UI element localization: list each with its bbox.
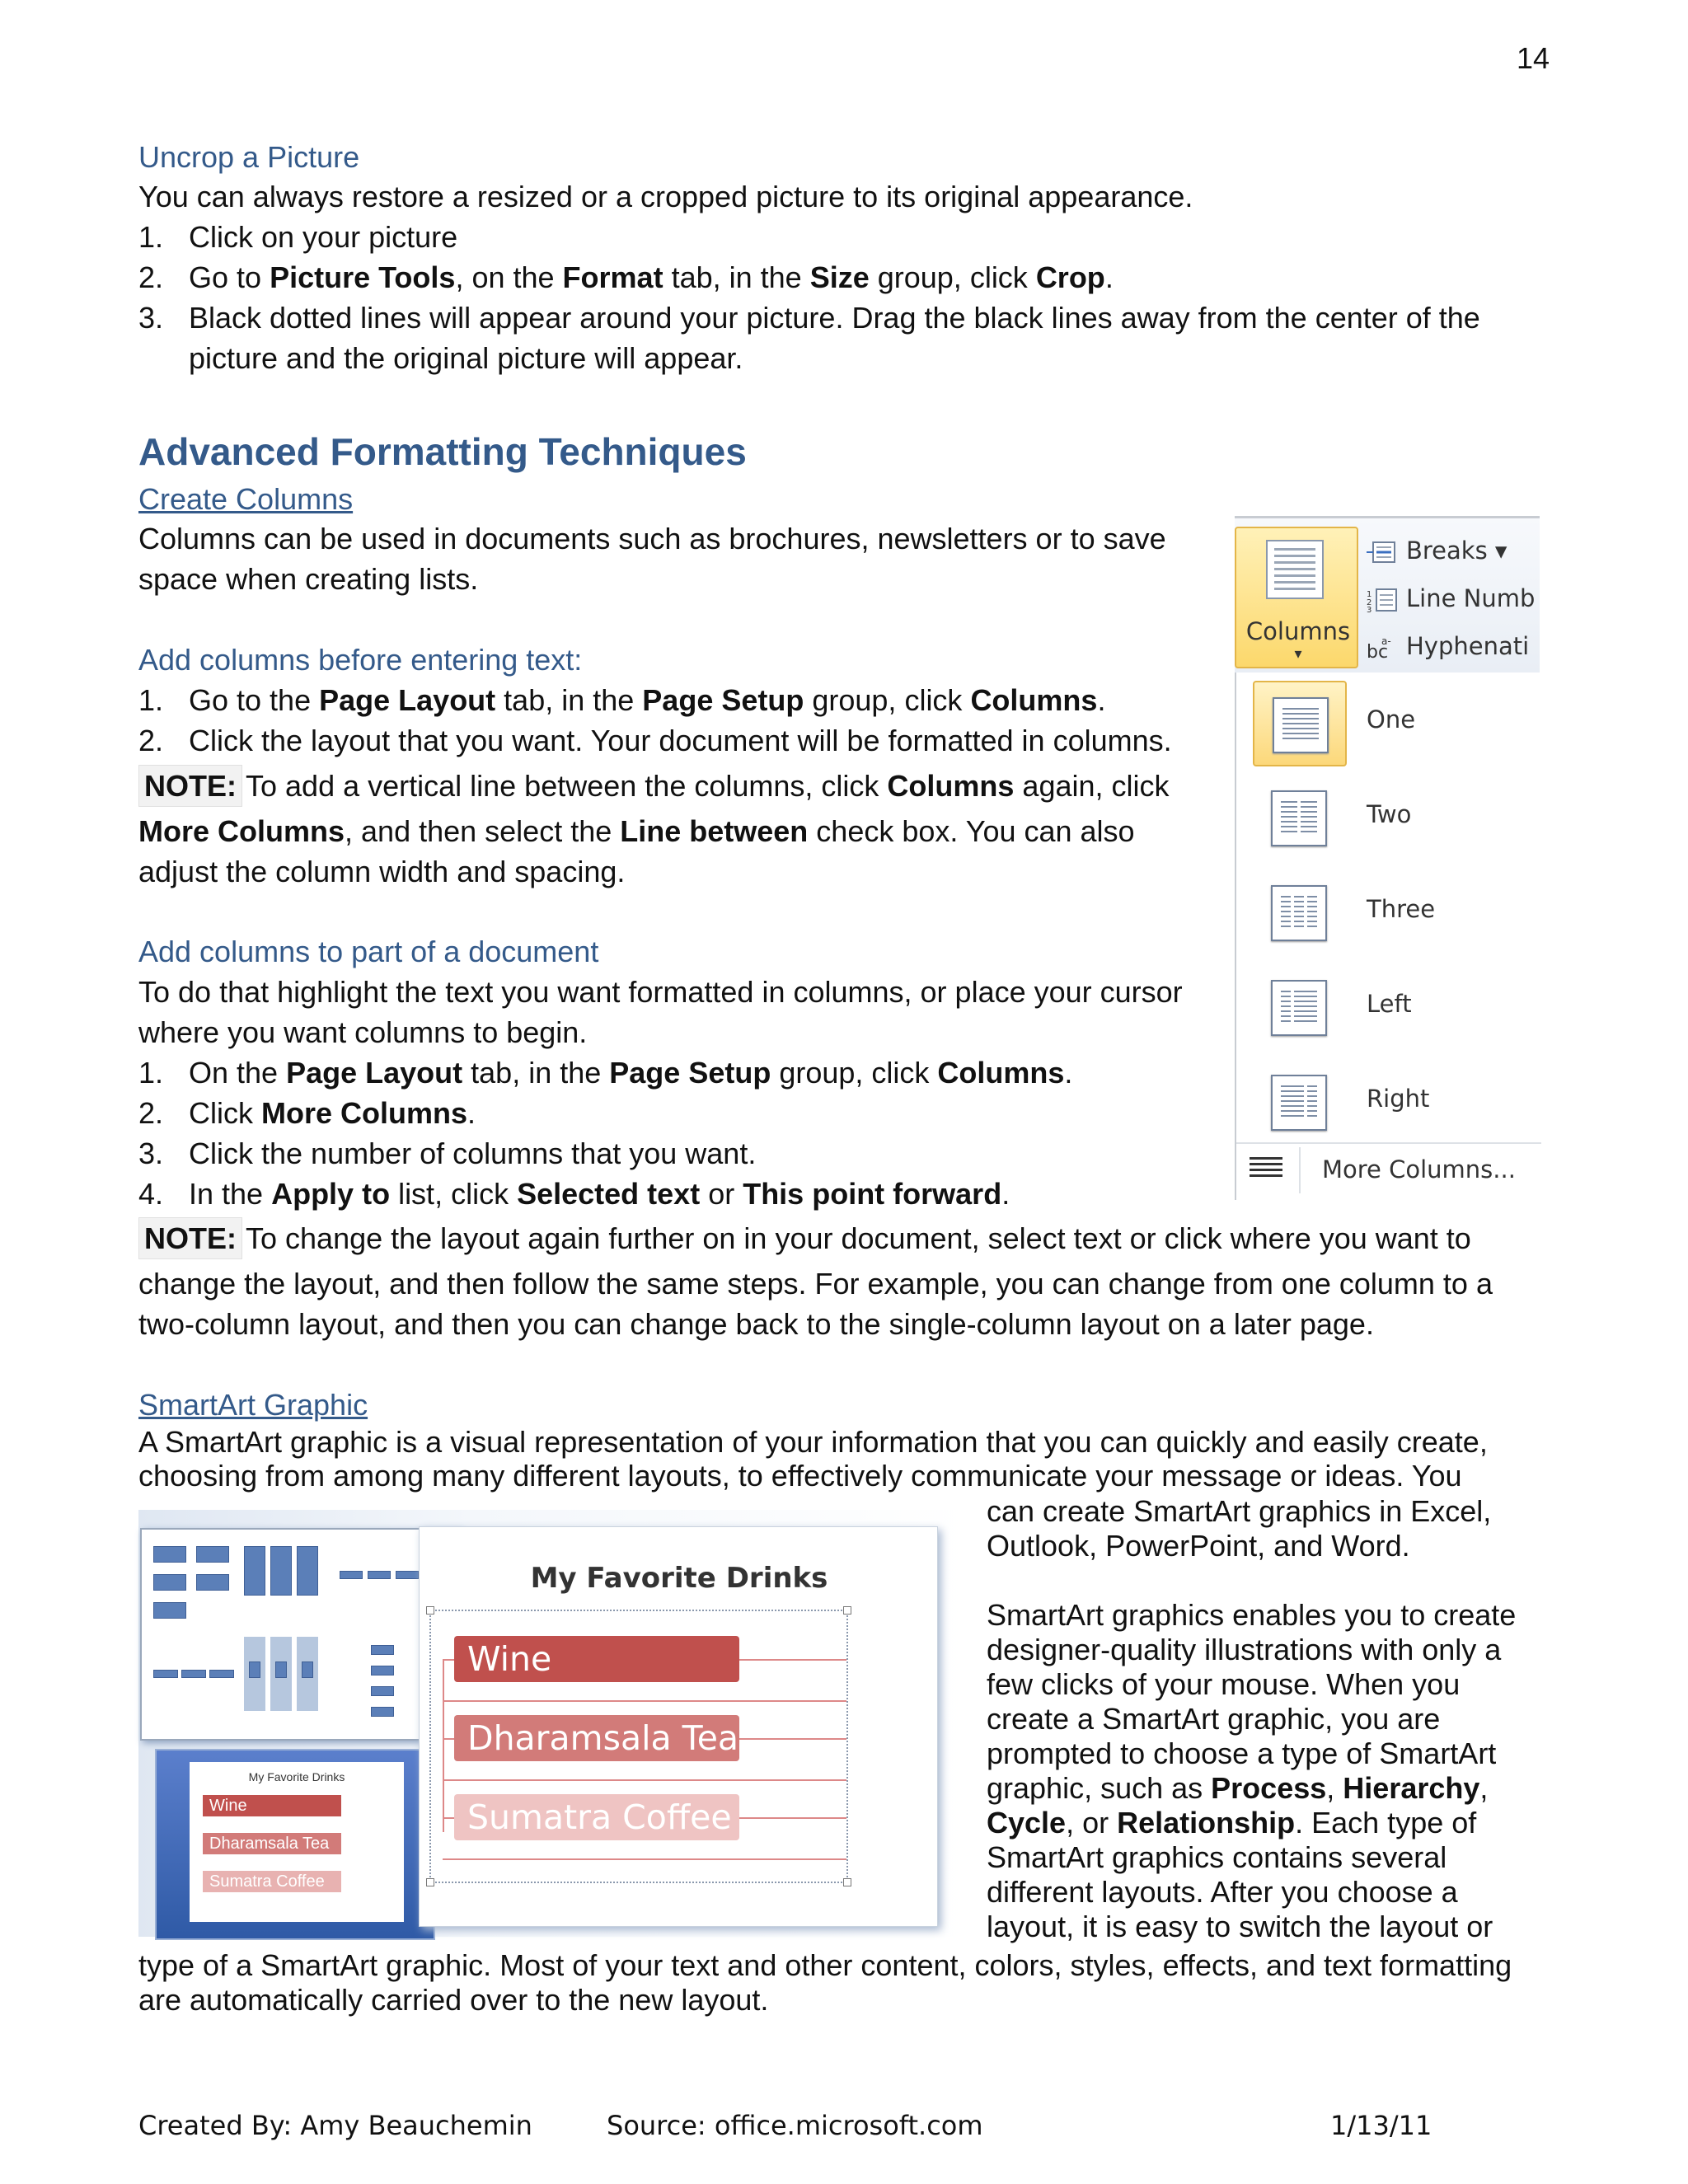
before-steps bbox=[138, 680, 1226, 761]
list-item bbox=[138, 1093, 1226, 1133]
text-run: On the bbox=[189, 1056, 287, 1090]
svg-text:bc: bc bbox=[1367, 642, 1389, 661]
menu-separator bbox=[1299, 1147, 1301, 1193]
option-highlight bbox=[1253, 965, 1347, 1051]
resize-handle bbox=[426, 1878, 434, 1886]
footer-source: Source: office.microsoft.com bbox=[607, 2110, 983, 2141]
text-line: can create SmartArt graphics in Excel, bbox=[987, 1494, 1492, 1528]
smartart-tail-text bbox=[138, 1948, 1556, 2018]
more-columns-item[interactable] bbox=[1236, 1142, 1541, 1195]
text-line: SmartArt graphics contains several bbox=[987, 1840, 1447, 1874]
bold-term: Columns bbox=[937, 1056, 1065, 1090]
columns-intro bbox=[138, 518, 1226, 599]
note2-line2: change the layout, and then follow the same steps. For example, you can change from one column to a bbox=[138, 1267, 1493, 1301]
resize-handle bbox=[843, 1878, 851, 1886]
note2-text: To change the layout again further on in your document, select text or click where you want to bbox=[246, 1221, 1471, 1255]
columns-icon bbox=[1266, 540, 1324, 599]
page-setup-group bbox=[1235, 516, 1540, 673]
gallery-thumbnail-shape bbox=[396, 1571, 419, 1579]
note1-label: NOTE: bbox=[138, 765, 242, 807]
bold-term: Crop bbox=[1035, 260, 1105, 294]
part-intro bbox=[138, 972, 1226, 1052]
text-line: SmartArt graphics enables you to create bbox=[987, 1598, 1517, 1632]
text-line: To do that highlight the text you want formatted in columns, or place your cursor bbox=[138, 975, 1183, 1009]
gallery-thumbnail-shape bbox=[371, 1707, 394, 1717]
list-number: 4. bbox=[138, 1177, 164, 1211]
text-run: Click bbox=[189, 1096, 261, 1130]
gallery-thumbnail-shape bbox=[153, 1602, 186, 1619]
connector-line bbox=[443, 1659, 444, 1832]
resize-handle bbox=[843, 1606, 851, 1615]
gallery-thumbnail-shape bbox=[153, 1546, 186, 1563]
text-run: To add a vertical line between the columns, click bbox=[246, 769, 888, 803]
text-run: tab, in the bbox=[462, 1056, 610, 1090]
text-run: . Each type of bbox=[1295, 1806, 1477, 1840]
gallery-thumbnail-shape bbox=[371, 1686, 394, 1696]
bold-term: Format bbox=[562, 260, 663, 294]
list-number: 1. bbox=[138, 1056, 164, 1090]
mini-item: Sumatra Coffee bbox=[203, 1871, 341, 1892]
smartart-image bbox=[138, 1510, 971, 1937]
smartart-mini-preview bbox=[155, 1749, 435, 1940]
breaks-button[interactable] bbox=[1365, 537, 1540, 565]
smartart-side-text bbox=[987, 1494, 1564, 1944]
text-run: . bbox=[1001, 1177, 1010, 1211]
columns-button-label: Columns bbox=[1245, 617, 1351, 645]
option-highlight bbox=[1253, 776, 1347, 861]
part-steps bbox=[138, 1052, 1226, 1214]
breaks-label: Breaks ▾ bbox=[1406, 537, 1507, 565]
footer-date: 1/13/11 bbox=[1330, 2110, 1432, 2141]
columns-button[interactable] bbox=[1235, 527, 1358, 668]
breaks-icon bbox=[1365, 539, 1400, 565]
part-heading: Add columns to part of a document bbox=[138, 935, 599, 968]
list-item bbox=[138, 338, 1540, 378]
bold-term: Line between bbox=[620, 814, 809, 848]
text-run: group, click bbox=[804, 683, 971, 717]
text-line: prompted to choose a type of SmartArt bbox=[987, 1736, 1497, 1770]
text-run: . bbox=[1064, 1056, 1073, 1090]
gallery-thumbnail-shape bbox=[270, 1546, 292, 1596]
text-run: or bbox=[700, 1177, 743, 1211]
create-columns-link[interactable]: Create Columns bbox=[138, 482, 354, 516]
column-layout-icon bbox=[1273, 697, 1329, 753]
chevron-down-icon: ▾ bbox=[1294, 645, 1302, 662]
bold-term: Relationship bbox=[1117, 1806, 1296, 1840]
line-numbers-label: Line Numb bbox=[1406, 584, 1536, 612]
columns-option-right[interactable] bbox=[1243, 1060, 1540, 1146]
text-run: Click on your picture bbox=[189, 220, 458, 254]
text-run: group, click bbox=[771, 1056, 938, 1090]
bold-term: Size bbox=[809, 260, 870, 294]
text-run: Go to bbox=[189, 260, 270, 294]
bold-term: More Columns bbox=[261, 1096, 468, 1130]
list-item bbox=[138, 1174, 1226, 1214]
svg-text:2: 2 bbox=[1367, 598, 1372, 607]
text-run: again, click bbox=[1014, 769, 1170, 803]
list-number: 1. bbox=[138, 220, 164, 254]
option-highlight bbox=[1253, 681, 1347, 766]
mini-item: Dharamsala Tea bbox=[203, 1833, 341, 1854]
note2-line3: two-column layout, and then you can change back to the single-column layout on a later page. bbox=[138, 1307, 1374, 1341]
text-line: designer-quality illustrations with only a bbox=[987, 1633, 1502, 1666]
bold-term: Hierarchy bbox=[1343, 1771, 1480, 1805]
mini-preview-page bbox=[190, 1762, 404, 1922]
column-layout-icon bbox=[1271, 980, 1327, 1036]
connector-line bbox=[443, 1700, 846, 1702]
list-item bbox=[138, 1052, 1226, 1093]
note1-text bbox=[246, 769, 1170, 803]
line-numbers-icon bbox=[1365, 587, 1400, 613]
text-run: . bbox=[1097, 683, 1106, 717]
text-run: In the bbox=[189, 1177, 272, 1211]
gallery-thumbnail-shape bbox=[153, 1574, 186, 1591]
bold-term: This point forward bbox=[743, 1177, 1002, 1211]
text-line: space when creating lists. bbox=[138, 562, 479, 596]
list-item bbox=[138, 720, 1226, 761]
gallery-thumbnail-shape bbox=[249, 1661, 260, 1678]
text-line: A SmartArt graphic is a visual representation of your information that you can quickly and easily create, bbox=[138, 1425, 1488, 1459]
text-run: graphic, such as bbox=[987, 1771, 1212, 1805]
text-line: type of a SmartArt graphic. Most of your text and other content, colors, styles, effects, and text formatting bbox=[138, 1948, 1512, 1982]
resize-handle bbox=[426, 1606, 434, 1615]
list-number: 1. bbox=[138, 683, 164, 717]
smartart-frame bbox=[429, 1610, 848, 1883]
bold-term: Selected text bbox=[517, 1177, 701, 1211]
note1-line3: adjust the column width and spacing. bbox=[138, 855, 626, 888]
note1-line2 bbox=[138, 811, 1135, 851]
text-line: are automatically carried over to the new layout. bbox=[138, 1983, 769, 2017]
text-run: . bbox=[467, 1096, 476, 1130]
gallery-thumbnail-shape bbox=[275, 1661, 287, 1678]
gallery-thumbnail-shape bbox=[297, 1546, 318, 1596]
bold-term: Page Layout bbox=[319, 683, 496, 717]
hyphenation-label: Hyphenati bbox=[1406, 632, 1530, 660]
text-run: tab, in the bbox=[495, 683, 643, 717]
bold-term: Page Setup bbox=[642, 683, 804, 717]
text-run: , bbox=[1479, 1771, 1489, 1805]
text-run: . bbox=[1104, 260, 1114, 294]
column-layout-icon bbox=[1271, 885, 1327, 941]
bold-term: Page Layout bbox=[286, 1056, 463, 1090]
option-label: Three bbox=[1367, 895, 1436, 923]
text-run: , on the bbox=[455, 260, 563, 294]
line-numbers-button[interactable] bbox=[1365, 584, 1540, 613]
text-line: create a SmartArt graphic, you are bbox=[987, 1702, 1441, 1736]
gallery-thumbnail-shape bbox=[196, 1574, 229, 1591]
column-layout-icon bbox=[1271, 790, 1327, 846]
hyphenation-button[interactable] bbox=[1365, 632, 1540, 661]
bold-term: Columns bbox=[970, 683, 1098, 717]
list-number: 2. bbox=[138, 1096, 164, 1130]
columns-dropdown-menu bbox=[1235, 673, 1540, 1200]
columns-option-left[interactable] bbox=[1243, 965, 1540, 1051]
smartart-intro bbox=[138, 1425, 1556, 1493]
bold-term: Apply to bbox=[271, 1177, 391, 1211]
gallery-thumbnail-shape bbox=[371, 1666, 394, 1675]
option-label: One bbox=[1367, 705, 1416, 733]
gallery-thumbnail-shape bbox=[340, 1571, 363, 1579]
bold-term: Picture Tools bbox=[270, 260, 456, 294]
text-run: tab, in the bbox=[663, 260, 810, 294]
smartart-layout-gallery bbox=[140, 1528, 462, 1741]
bold-term: Cycle bbox=[987, 1806, 1067, 1840]
note2-label: NOTE: bbox=[138, 1217, 242, 1259]
hyphenation-icon bbox=[1365, 635, 1400, 661]
text-run: picture and the original picture will appear. bbox=[189, 341, 743, 375]
option-label: Right bbox=[1367, 1085, 1430, 1113]
note2-line1 bbox=[138, 1217, 1556, 1259]
gallery-thumbnail-shape bbox=[302, 1661, 313, 1678]
text-line: different layouts. After you choose a bbox=[987, 1875, 1458, 1909]
bold-term: Page Setup bbox=[609, 1056, 771, 1090]
smartart-item-box: Sumatra Coffee bbox=[454, 1794, 739, 1840]
option-highlight bbox=[1253, 870, 1347, 956]
smartart-title: My Favorite Drinks bbox=[530, 1562, 828, 1595]
mini-item: Wine bbox=[203, 1795, 341, 1816]
smartart-main-preview bbox=[419, 1526, 938, 1927]
gallery-thumbnail-shape bbox=[181, 1670, 206, 1678]
svg-text:a-: a- bbox=[1381, 635, 1391, 647]
columns-option-one[interactable] bbox=[1243, 681, 1540, 766]
bold-term: Process bbox=[1211, 1771, 1327, 1805]
text-run: , bbox=[1326, 1771, 1343, 1805]
page-number: 14 bbox=[1517, 41, 1550, 75]
connector-line bbox=[443, 1858, 846, 1860]
advanced-heading: Advanced Formatting Techniques bbox=[138, 430, 747, 473]
svg-text:3: 3 bbox=[1367, 606, 1372, 613]
text-line bbox=[987, 1563, 1564, 1598]
option-label: Two bbox=[1367, 800, 1412, 828]
column-layout-icon bbox=[1271, 1075, 1327, 1131]
gallery-thumbnail-shape bbox=[209, 1670, 234, 1678]
text-line: Outlook, PowerPoint, and Word. bbox=[987, 1529, 1410, 1563]
text-line: choosing from among many different layouts, to effectively communicate your message or ideas. You bbox=[138, 1459, 1462, 1493]
text-run: Click the layout that you want. Your document will be formatted in columns. bbox=[189, 724, 1172, 757]
option-highlight bbox=[1253, 1060, 1347, 1146]
list-item bbox=[138, 680, 1226, 720]
text-line: few clicks of your mouse. When you bbox=[987, 1667, 1461, 1701]
more-columns-icon bbox=[1250, 1157, 1282, 1180]
columns-option-three[interactable] bbox=[1243, 870, 1540, 956]
gallery-thumbnail-shape bbox=[244, 1546, 265, 1596]
footer-author: Created By: Amy Beauchemin bbox=[138, 2110, 532, 2141]
list-number: 3. bbox=[138, 1137, 164, 1170]
note1-line1 bbox=[138, 765, 1243, 807]
columns-option-two[interactable] bbox=[1243, 776, 1540, 861]
smartart-item-box: Wine bbox=[454, 1636, 739, 1682]
text-run: Go to the bbox=[189, 683, 320, 717]
gallery-thumbnail-shape bbox=[196, 1546, 229, 1563]
svg-text:1: 1 bbox=[1367, 590, 1372, 599]
before-heading: Add columns before entering text: bbox=[138, 643, 583, 677]
text-line bbox=[987, 1806, 1564, 1840]
option-label: Left bbox=[1367, 990, 1412, 1018]
bold-term: Columns bbox=[887, 769, 1015, 803]
list-item bbox=[138, 298, 1540, 338]
text-line: where you want columns to begin. bbox=[138, 1015, 588, 1049]
smartart-link[interactable]: SmartArt Graphic bbox=[138, 1388, 368, 1422]
smartart-item-box: Dharamsala Tea bbox=[454, 1715, 739, 1761]
text-run: , and then select the bbox=[345, 814, 621, 848]
uncrop-intro: You can always restore a resized or a cropped picture to its original appearance. bbox=[138, 180, 1193, 213]
text-run: group, click bbox=[869, 260, 1036, 294]
text-run: Click the number of columns that you want. bbox=[189, 1137, 757, 1170]
list-item bbox=[138, 1133, 1226, 1174]
gallery-thumbnail-shape bbox=[368, 1571, 391, 1579]
connector-line bbox=[443, 1779, 846, 1781]
list-item bbox=[138, 257, 1540, 298]
list-item bbox=[138, 217, 1540, 257]
more-columns-label: More Columns... bbox=[1322, 1155, 1516, 1183]
gallery-thumbnail-shape bbox=[153, 1670, 178, 1678]
list-number: 3. bbox=[138, 301, 164, 335]
mini-title: My Favorite Drinks bbox=[248, 1770, 345, 1783]
uncrop-heading: Uncrop a Picture bbox=[138, 140, 360, 174]
text-run: check box. You can also bbox=[808, 814, 1135, 848]
gallery-thumbnail-shape bbox=[371, 1645, 394, 1655]
list-number: 2. bbox=[138, 260, 164, 294]
text-run: list, click bbox=[390, 1177, 518, 1211]
text-run: , or bbox=[1066, 1806, 1118, 1840]
list-number: 2. bbox=[138, 724, 164, 757]
text-line bbox=[987, 1771, 1564, 1806]
uncrop-steps bbox=[138, 217, 1540, 378]
columns-ribbon-image bbox=[1235, 516, 1540, 1200]
text-line: layout, it is easy to switch the layout or bbox=[987, 1910, 1493, 1943]
text-line: Columns can be used in documents such as brochures, newsletters or to save bbox=[138, 522, 1166, 555]
text-run: Black dotted lines will appear around your picture. Drag the black lines away from the center of the bbox=[189, 301, 1480, 335]
bold-term: More Columns bbox=[138, 814, 345, 848]
